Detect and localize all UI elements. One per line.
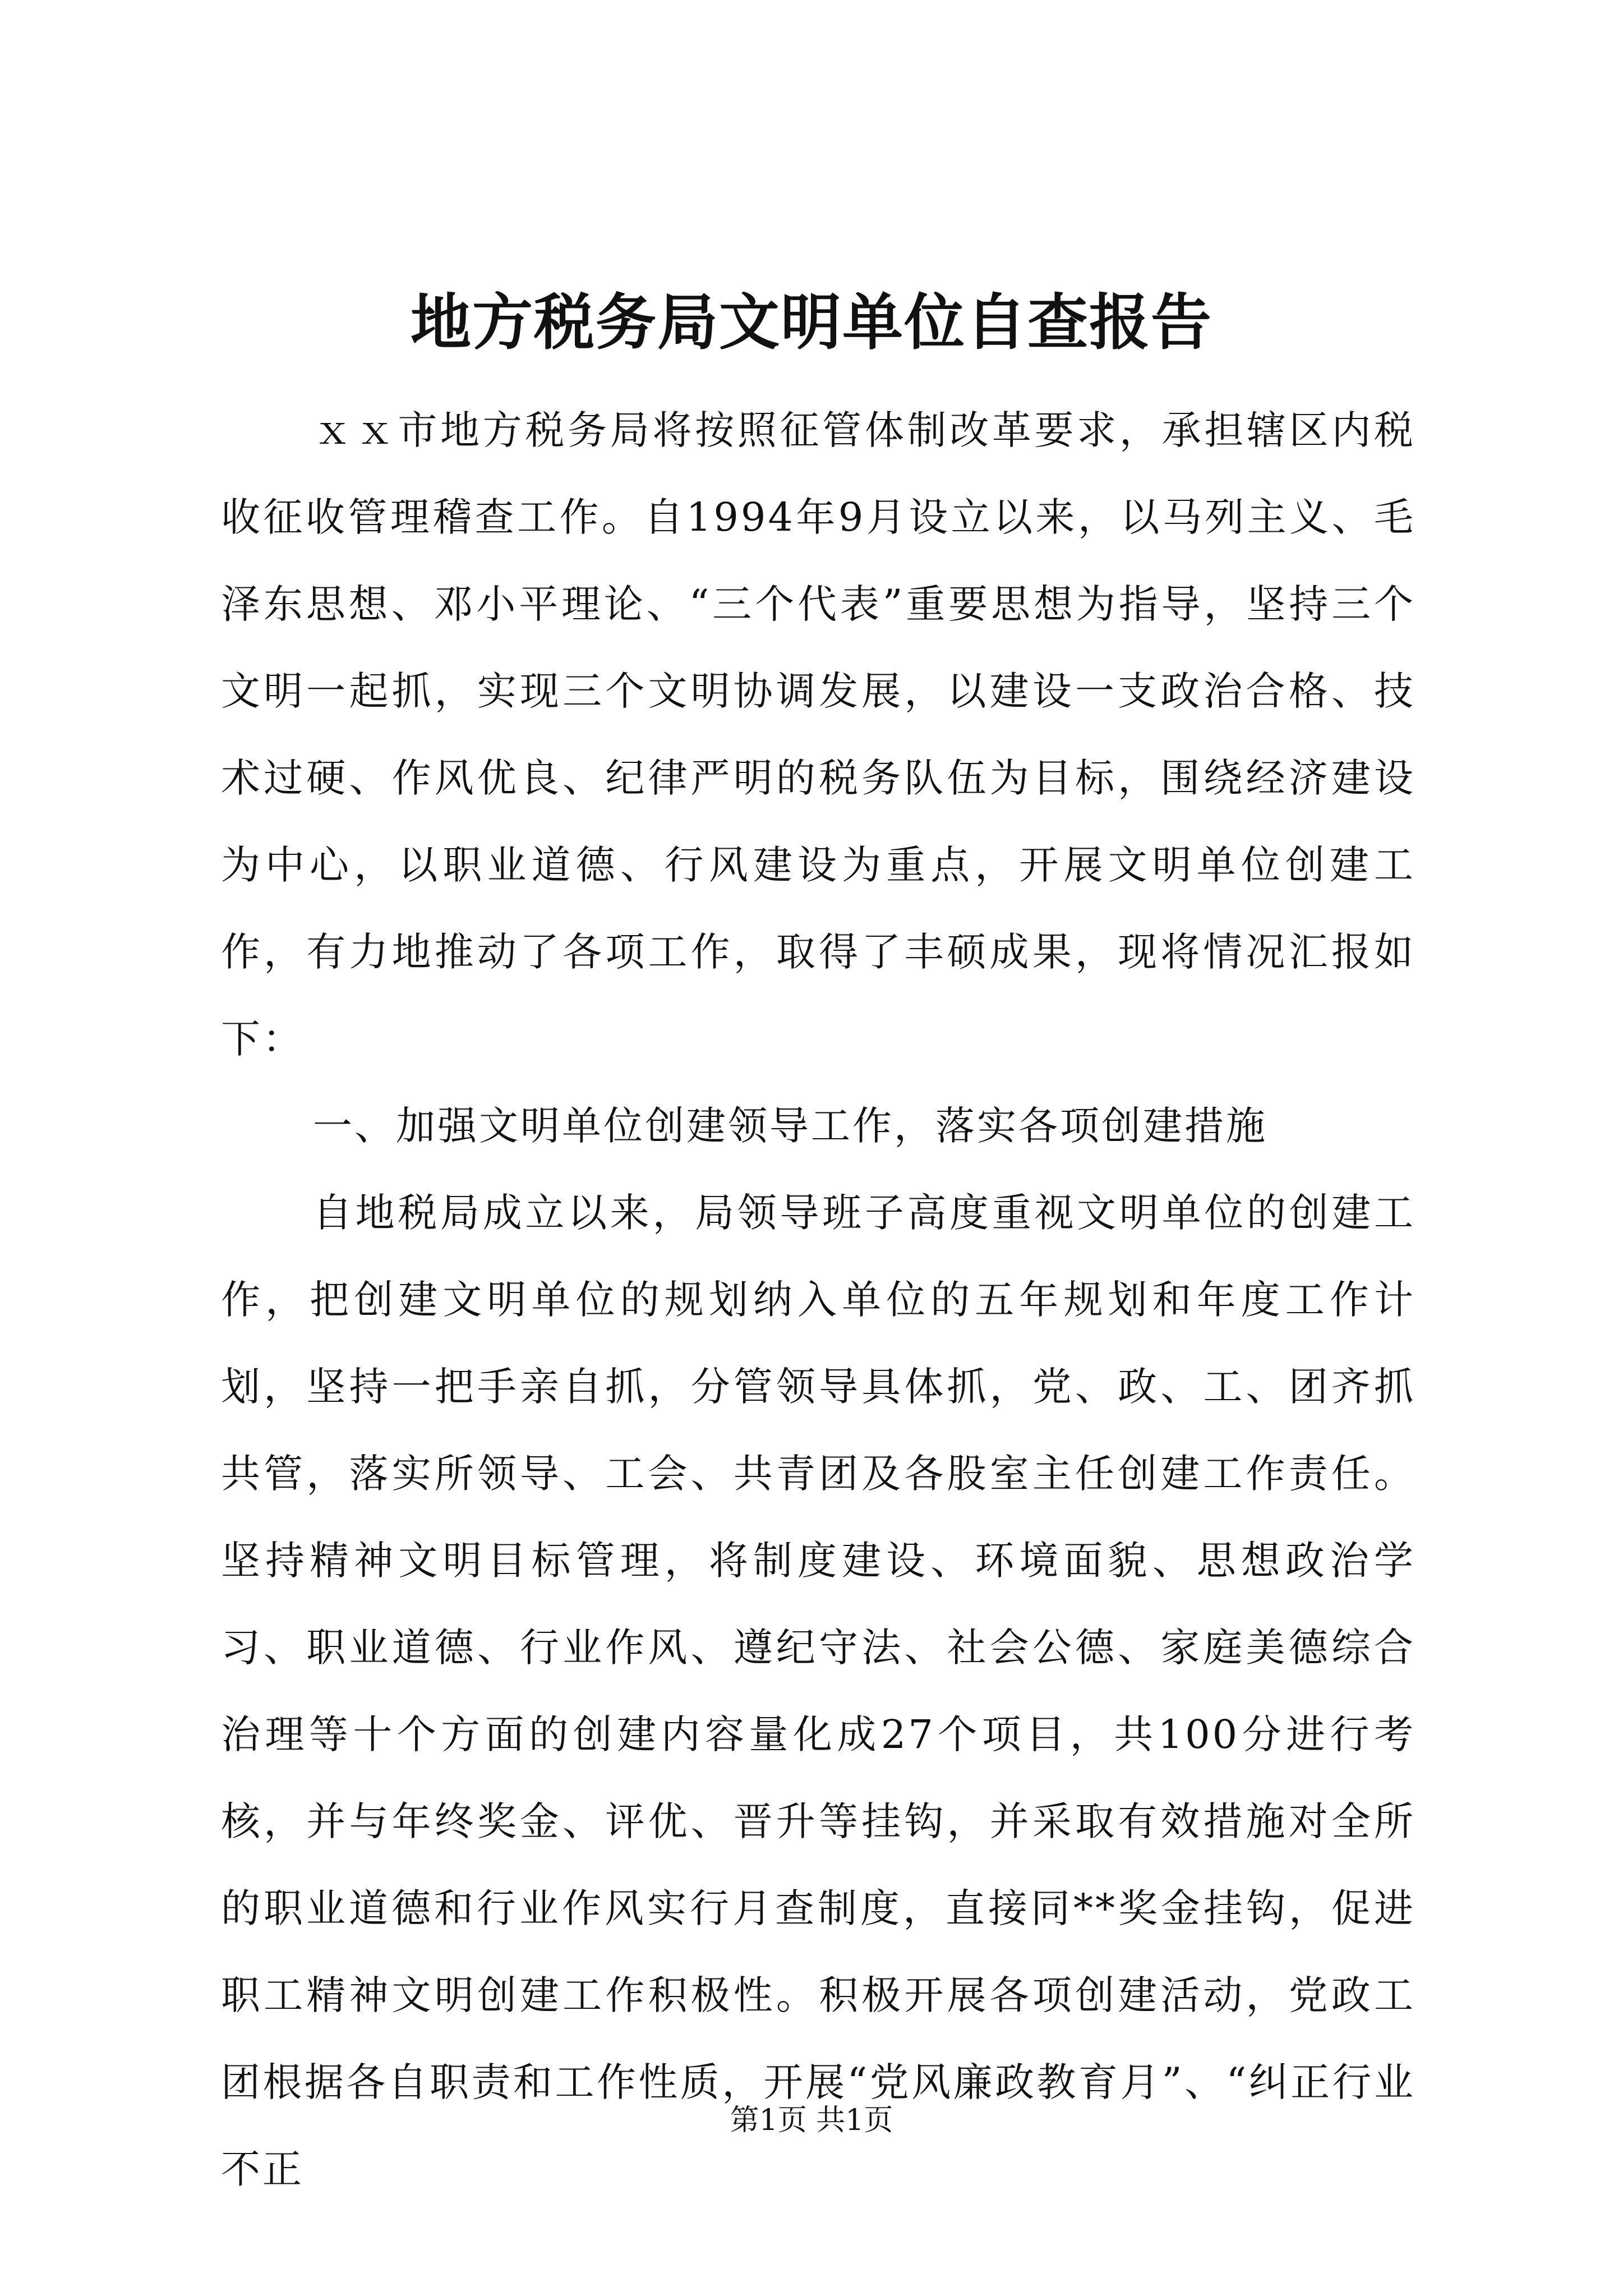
page-title: 地方税务局文明单位自查报告 (410, 287, 1212, 358)
intro-paragraph: ｘｘ市地方税务局将按照征管体制改革要求，承担辖区内税收征收管理稽查工作。自1994年9月设立以来，以马列主义、毛泽东思想、邓小平理论、“三个代表”重要思想为指导，坚持三个文明一起抓，实现三个文明协调发展，以建设一支政治合格、技术过硬、作风优良、纪律严明的税务队伍为目标，围绕经济建设为中心，以职业道德、行风建设为重点，开展文明单位创建工作，有力地推动了各项工作，取得了丰硕成果，现将情况汇报如下： (221, 407, 1415, 1062)
section-1-paragraph: 自地税局成立以来，局领导班子高度重视文明单位的创建工作，把创建文明单位的规划纳入单位的五年规划和年度工作计划，坚持一把手亲自抓，分管领导具体抓，党、政、工、团齐抓共管，落实所领导、工会、共青团及各股室主任创建工作责任。坚持精神文明目标管理，将制度建设、环境面貌、思想政治学习、职业道德、行业作风、遵纪守法、社会公德、家庭美德综合治理等十个方面的创建内容量化成27个项目，共100分进行考核，并与年终奖金、评优、晋升等挂钩，并采取有效措施对全所的职业道德和行业作风实行月查制度，直接同**奖金挂钩，促进职工精神文明创建工作积极性。积极开展各项创建活动，党政工团根据各自职责和工作性质，开展“党风廉政教育月”、“纠正行业不正 (221, 1190, 1415, 2192)
section-heading-1: 一、加强文明单位创建领导工作，落实各项创建措施 (313, 1103, 1267, 1149)
document-body (221, 387, 1415, 2213)
page-number-footer: 第1页 共1页 (730, 2104, 893, 2137)
